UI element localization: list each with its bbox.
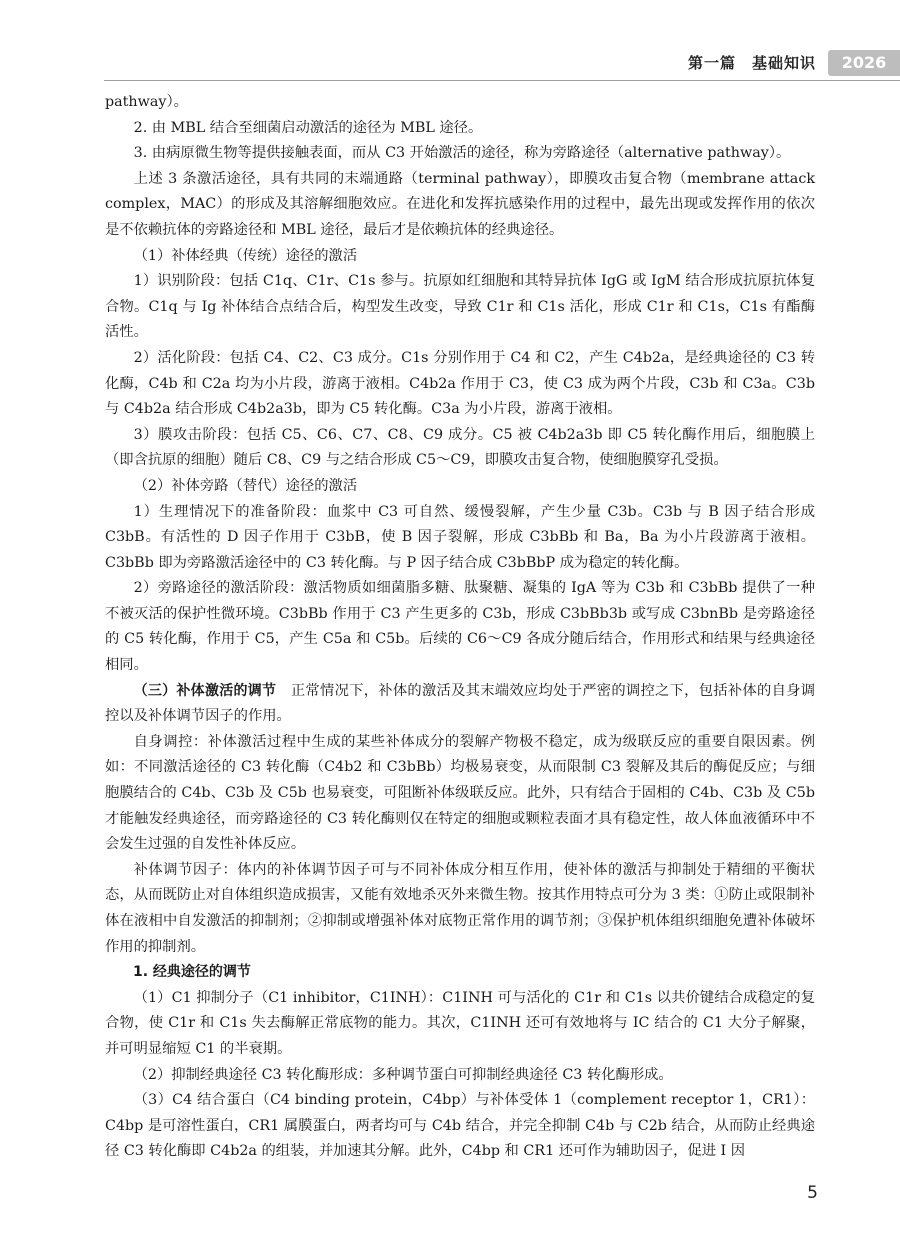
paragraph: [105, 346, 815, 423]
paragraph: [105, 244, 815, 270]
paragraph-text: 补体调节因子：体内的补体调节因子可与不同补体成分相互作用，使补体的激活与抑制处于精细的平衡状态，从而既防止对自体组织造成损害，又能有效地杀灭外来微生物。按其作用特点可分为 3 类：①防止或限制补体在液相中自发激活的抑制剂；②抑制或增强补体对底物正常作用的调节剂；③保护机体组织细胞免遭补体破坏作用的抑制剂。: [105, 861, 815, 955]
paragraph-text: 自身调控：补体激活过程中生成的某些补体成分的裂解产物极不稳定，成为级联反应的重要自限因素。例如：不同激活途径的 C3 转化酶（C4b2 和 C3bBb）均极易衰变，从而限制 C3 裂解及其后的酶促反应；与细胞膜结合的 C4b、C3b 及 C5b 也易衰变，可阻断补体级联反应。此外，只有结合于固相的 C4b、C3b 及 C5b 才能触发经典途径，而旁路途径的 C3 转化酶则仅在特定的细胞或颗粒表面才具有稳定性，故人体血液循环中不会发生过强的自发性补体反应。: [105, 733, 815, 853]
paragraph-text: 上述 3 条激活途径，具有共同的末端通路（terminal pathway），即膜攻击复合物（membrane attack complex，MAC）的形成及其溶解细胞效应。在进化和发挥抗感染作用的过程中，最先出现或发挥作用的依次是不依赖抗体的旁路途径和 MBL 途径，最后才是依赖抗体的经典途径。: [105, 170, 815, 238]
paragraph-text: （3）C4 结合蛋白（C4 binding protein，C4bp）与补体受体 1（complement receptor 1，CR1）：C4bp 是可溶性蛋白，CR1 属膜蛋白，两者均可与 C4b 结合，并完全抑制 C4b 与 C2b 结合，从而防止经典途径 C3 转化酶即 C4b2a 的组装，并加速其分解。此外，C4bp 和 CR1 还可作为辅助因子，促进 I 因: [105, 1092, 815, 1160]
paragraph: [105, 90, 815, 116]
paragraph-text: （1）C1 抑制分子（C1 inhibitor，C1INH）：C1INH 可与活化的 C1r 和 C1s 以共价键结合成稳定的复合物，使 C1r 和 C1s 失去酶解正常底物的能力。其次，C1INH 还可有效地将与 IC 结合的 C1 大分子解聚，并可明显缩短 C1 的半衰期。: [105, 989, 815, 1057]
paragraph: [105, 423, 815, 474]
year-badge: 2026: [828, 50, 900, 76]
paragraph-text: 1. 经典途径的调节: [133, 964, 251, 981]
section-title: 第一篇 基础知识: [687, 54, 816, 72]
paragraph: [105, 730, 815, 858]
paragraph-text: 3. 由病原微生物等提供接触表面，而从 C3 开始激活的途径，称为旁路途径（alternative pathway）。: [133, 145, 791, 162]
paragraph-text: 2. 由 MBL 结合至细菌启动激活的途径为 MBL 途径。: [133, 119, 483, 136]
paragraph: [105, 576, 815, 678]
paragraph-text: （1）补体经典（传统）途径的激活: [133, 247, 358, 264]
paragraph-text: （2）补体旁路（替代）途径的激活: [133, 477, 358, 494]
paragraph: [105, 116, 815, 142]
running-header: [0, 50, 900, 78]
paragraph-text: 正常情况下，补体的激活及其末端效应均处于严密的调控之下，包括补体的自身调控以及补体调节因子的作用。: [105, 682, 815, 725]
paragraph: [105, 858, 815, 960]
paragraph-text: 1）识别阶段：包括 C1q、C1r、C1s 参与。抗原如红细胞和其特异抗体 IgG 或 IgM 结合形成抗原抗体复合物。C1q 与 Ig 补体结合点结合后，构型发生改变，导致 C1r 和 C1s 活化，形成 C1r 和 C1s，C1s 有酯酶活性。: [105, 273, 815, 341]
header-divider: [104, 80, 900, 81]
paragraph: [105, 141, 815, 167]
paragraph: [105, 679, 815, 730]
paragraph: [105, 960, 815, 986]
paragraph-text: 1）生理情况下的准备阶段：血浆中 C3 可自然、缓慢裂解，产生少量 C3b。C3b 与 B 因子结合形成 C3bB。有活性的 D 因子作用于 C3bB，使 B 因子裂解，形成 C3bBb 和 Ba，Ba 为小片段游离于液相。C3bBb 即为旁路激活途径中的 C3 转化酶。与 P 因子结合成 C3bBbP 成为稳定的转化酶。: [105, 503, 815, 571]
paragraph: [105, 500, 815, 577]
paragraph-text: 3）膜攻击阶段：包括 C5、C6、C7、C8、C9 成分。C5 被 C4b2a3b 即 C5 转化酶作用后，细胞膜上（即含抗原的细胞）随后 C8、C9 与之结合形成 C5～C9，即膜攻击复合物，使细胞膜穿孔受损。: [105, 426, 815, 469]
paragraph-text: （2）抑制经典途径 C3 转化酶形成：多种调节蛋白可抑制经典途径 C3 转化酶形成。: [133, 1066, 673, 1083]
paragraph: [105, 474, 815, 500]
paragraph-text: 2）旁路途径的激活阶段：激活物质如细菌脂多糖、肽聚糖、凝集的 IgA 等为 C3b 和 C3bBb 提供了一种不被灭活的保护性微环境。C3bBb 作用于 C3 产生更多的 C3b，形成 C3bBb3b 或写成 C3bnBb 是旁路途径的 C5 转化酶，作用于 C5，产生 C5a 和 C5b。后续的 C6～C9 各成分随后结合，作用形式和结果与经典途径相同。: [105, 580, 815, 674]
section-heading: （三）补体激活的调节: [133, 682, 277, 699]
paragraph: [105, 1063, 815, 1089]
paragraph: [105, 167, 815, 244]
paragraph-text: 2）活化阶段：包括 C4、C2、C3 成分。C1s 分别作用于 C4 和 C2，产生 C4b2a，是经典途径的 C3 转化酶，C4b 和 C2a 均为小片段，游离于液相。C4b2a 作用于 C3，使 C3 成为两个片段，C3b 和 C3a。C3b 与 C4b2a 结合形成 C4b2a3b，即为 C5 转化酶。C3a 为小片段，游离于液相。: [105, 349, 815, 418]
paragraph-text: pathway）。: [105, 94, 188, 110]
paragraph: [105, 1088, 815, 1165]
page-body: [105, 90, 815, 1165]
page-number: 5: [807, 1183, 818, 1203]
paragraph: [105, 986, 815, 1063]
paragraph: [105, 269, 815, 346]
